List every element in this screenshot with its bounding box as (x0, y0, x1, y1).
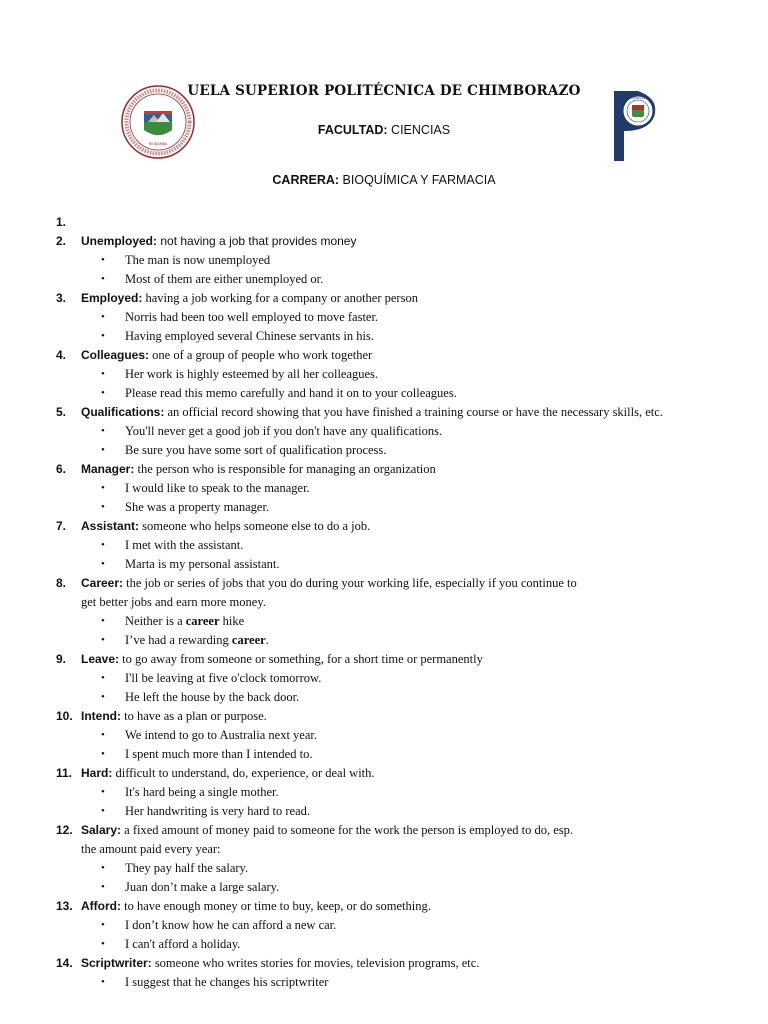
term-line (0, 707, 768, 726)
list-item (0, 213, 768, 232)
example-sentence (0, 612, 768, 631)
bullet-icon: • (101, 558, 105, 570)
item-number: 2. (56, 234, 67, 248)
term-definition: to go away from someone or something, for a short time or permanently (119, 652, 483, 666)
example-sentence (0, 308, 768, 327)
list-item (0, 346, 768, 403)
bullet-icon: • (101, 501, 105, 513)
term-text (81, 707, 267, 726)
example-text: I can't afford a holiday. (125, 937, 241, 951)
term-word: Assistant: (81, 519, 140, 533)
example-text: Marta is my personal assistant. (125, 557, 280, 571)
example-text: I spent much more than I intended to. (125, 747, 313, 761)
example-sentence (0, 327, 768, 346)
term-line (0, 954, 768, 973)
item-number: 7. (56, 519, 67, 533)
term-line (0, 517, 768, 536)
bullet-icon: • (101, 482, 105, 494)
example-sentence (0, 479, 768, 498)
career-line (0, 173, 768, 187)
example-sentence (0, 270, 768, 289)
bullet-icon: • (101, 729, 105, 741)
bullet-icon: • (101, 273, 105, 285)
item-number: 1. (56, 215, 67, 229)
example-text: He left the house by the back door. (125, 690, 300, 704)
bullet-icon: • (101, 330, 105, 342)
example-sentence (0, 726, 768, 745)
item-number: 11. (56, 766, 73, 780)
list-item (0, 289, 768, 346)
vocabulary-list (0, 213, 768, 992)
list-item (0, 821, 768, 897)
term-definition: having a job working for a company or another person (142, 291, 418, 305)
term-definition: to have enough money or time to buy, keep, or do something. (120, 899, 431, 913)
list-item (0, 650, 768, 707)
term-definition: the job or series of jobs that you do during your working life, especially if you continue to (123, 576, 577, 590)
example-sentence (0, 441, 768, 460)
term-text (81, 821, 573, 840)
example-sentence (0, 555, 768, 574)
example-text: I would like to speak to the manager. (125, 481, 310, 495)
example-text: They pay half the salary. (125, 861, 249, 875)
bullet-icon: • (101, 881, 105, 893)
example-sentence (0, 251, 768, 270)
term-word: Qualifications: (81, 405, 165, 419)
term-word: Colleagues: (81, 348, 150, 362)
example-text: Norris had been too well employed to move faster. (125, 310, 379, 324)
emphasis: career (231, 633, 266, 647)
definition-continuation: the amount paid every year: (81, 842, 221, 856)
bullet-icon: • (101, 672, 105, 684)
term-text (81, 650, 483, 669)
example-sentence (0, 498, 768, 517)
term-line (0, 574, 768, 593)
term-word: Scriptwriter: (81, 956, 152, 970)
term-definition: not having a job that provides money (157, 234, 357, 248)
definition-continuation: get better jobs and earn more money. (81, 595, 266, 609)
term-definition: the person who is responsible for managing an organization (134, 462, 436, 476)
example-sentence (0, 688, 768, 707)
bullet-icon: • (101, 862, 105, 874)
example-text: The man is now unemployed (125, 253, 271, 267)
bullet-icon: • (101, 976, 105, 988)
term-text (81, 289, 418, 308)
example-text: You'll never get a good job if you don't have any qualifications. (125, 424, 443, 438)
item-number: 12. (56, 823, 73, 837)
item-number: 13. (56, 899, 73, 913)
term-line (0, 460, 768, 479)
term-definition: to have as a plan or purpose. (121, 709, 267, 723)
example-sentence (0, 422, 768, 441)
term-word: Unemployed: (81, 234, 158, 248)
term-definition: difficult to understand, do, experience, or deal with. (112, 766, 375, 780)
item-number: 5. (56, 405, 67, 419)
term-text (81, 346, 372, 365)
bullet-icon: • (101, 387, 105, 399)
list-item (0, 764, 768, 821)
item-number: 4. (56, 348, 67, 362)
example-sentence (0, 384, 768, 403)
bullet-icon: • (101, 786, 105, 798)
example-text: I’ve had a rewarding career. (125, 633, 269, 647)
term-text (81, 517, 370, 536)
bullet-icon: • (101, 444, 105, 456)
institution-title: UELA SUPERIOR POLITÉCNICA DE CHIMBORAZO (187, 83, 581, 99)
bullet-icon: • (101, 615, 105, 627)
item-number: 9. (56, 652, 67, 666)
example-text: Neither is a career hike (125, 614, 245, 628)
example-sentence (0, 802, 768, 821)
career-label: CARRERA: (272, 173, 340, 187)
example-text: Her handwriting is very hard to read. (125, 804, 311, 818)
example-text: I met with the assistant. (125, 538, 244, 552)
term-text (81, 574, 577, 593)
example-sentence (0, 365, 768, 384)
bullet-icon: • (101, 311, 105, 323)
example-sentence (0, 783, 768, 802)
list-item (0, 707, 768, 764)
example-sentence (0, 536, 768, 555)
example-text: Her work is highly esteemed by all her colleagues. (125, 367, 379, 381)
term-text (81, 403, 663, 422)
term-definition: someone who helps someone else to do a job. (139, 519, 371, 533)
term-word: Salary: (81, 823, 122, 837)
term-text (81, 232, 356, 251)
emphasis: career (185, 614, 220, 628)
term-definition: an official record showing that you have finished a training course or have the necessary skills, etc. (164, 405, 663, 419)
term-definition: a fixed amount of money paid to someone for the work the person is employed to do, esp. (121, 823, 574, 837)
example-text: Juan don’t make a large salary. (125, 880, 280, 894)
example-text: Be sure you have some sort of qualification process. (125, 443, 387, 457)
term-definition: one of a group of people who work together (149, 348, 373, 362)
example-sentence (0, 669, 768, 688)
term-text (81, 764, 375, 783)
example-sentence (0, 631, 768, 650)
term-word: Manager: (81, 462, 135, 476)
bullet-icon: • (101, 748, 105, 760)
example-sentence (0, 916, 768, 935)
faculty-value: CIENCIAS (391, 123, 451, 137)
term-word: Intend: (81, 709, 121, 723)
bullet-icon: • (101, 938, 105, 950)
example-sentence (0, 745, 768, 764)
term-line (0, 403, 768, 422)
item-number: 8. (56, 576, 67, 590)
bullet-icon: • (101, 368, 105, 380)
faculty-line (0, 123, 768, 137)
term-word: Hard: (81, 766, 113, 780)
example-text: It's hard being a single mother. (125, 785, 279, 799)
term-line (0, 346, 768, 365)
term-text (81, 954, 479, 973)
example-text: Having employed several Chinese servants in his. (125, 329, 374, 343)
item-number: 10. (56, 709, 73, 723)
bullet-icon: • (101, 805, 105, 817)
bullet-icon: • (101, 634, 105, 646)
term-line (0, 897, 768, 916)
term-word: Career: (81, 576, 124, 590)
list-item (0, 403, 768, 460)
bullet-icon: • (101, 254, 105, 266)
item-number: 14. (56, 956, 73, 970)
example-sentence (0, 935, 768, 954)
item-number: 6. (56, 462, 67, 476)
item-number: 3. (56, 291, 67, 305)
career-value: BIOQUÍMICA Y FARMACIA (342, 173, 496, 187)
svg-text:RIOBAMBA: RIOBAMBA (148, 142, 168, 146)
bullet-icon: • (101, 425, 105, 437)
term-word: Afford: (81, 899, 121, 913)
bullet-icon: • (101, 539, 105, 551)
term-text (81, 897, 431, 916)
example-sentence (0, 878, 768, 897)
bullet-icon: • (101, 919, 105, 931)
term-word: Leave: (81, 652, 120, 666)
faculty-label: FACULTAD: (317, 123, 388, 137)
term-text (81, 460, 436, 479)
term-line (0, 650, 768, 669)
example-text: Please read this memo carefully and hand it on to your colleagues. (125, 386, 457, 400)
list-item (0, 232, 768, 289)
list-item (0, 574, 768, 650)
term-line (0, 232, 768, 251)
example-sentence (0, 859, 768, 878)
example-text: I'll be leaving at five o'clock tomorrow. (125, 671, 322, 685)
list-item (0, 954, 768, 992)
example-sentence (0, 973, 768, 992)
example-text: I don’t know how he can afford a new car. (125, 918, 337, 932)
bullet-icon: • (101, 691, 105, 703)
term-definition: someone who writes stories for movies, television programs, etc. (151, 956, 480, 970)
term-line (0, 764, 768, 783)
list-item (0, 897, 768, 954)
list-item (0, 460, 768, 517)
term-word: Employed: (81, 291, 143, 305)
term-line (0, 289, 768, 308)
term-line (0, 821, 768, 840)
svg-text:CIENCIAS: CIENCIAS (630, 96, 646, 100)
example-text: We intend to go to Australia next year. (125, 728, 318, 742)
term-line (0, 213, 768, 232)
example-text: I suggest that he changes his scriptwriter (125, 975, 329, 989)
example-text: Most of them are either unemployed or. (125, 272, 324, 286)
list-item (0, 517, 768, 574)
example-text: She was a property manager. (125, 500, 270, 514)
